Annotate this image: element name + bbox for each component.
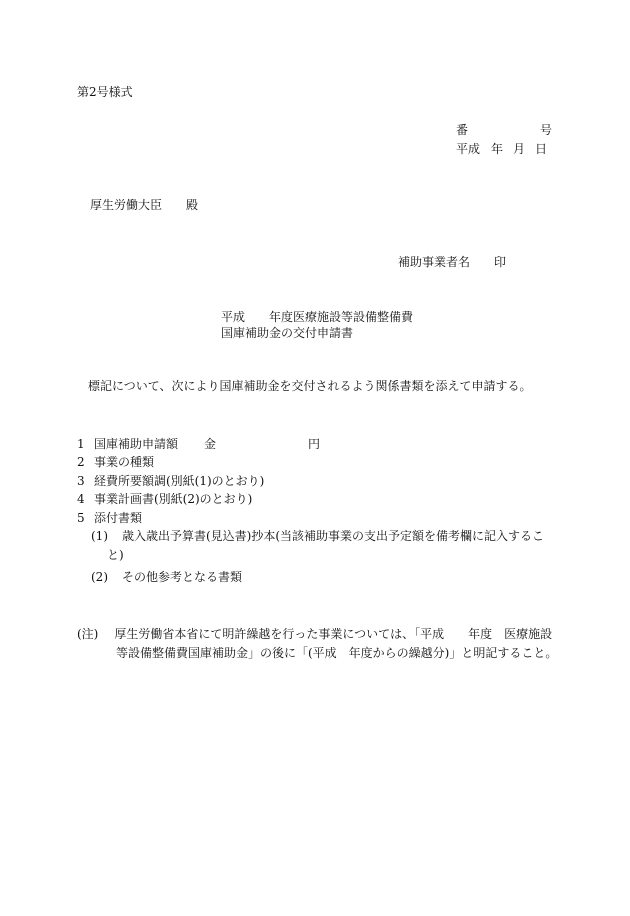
form-number: 第2号様式 xyxy=(77,85,133,99)
amount-yen: 円 xyxy=(308,437,321,451)
addressee-title: 厚生労働大臣 xyxy=(90,198,163,212)
number-label: 番 xyxy=(456,123,469,137)
item-label: 経費所要額調(別紙(1)のとおり) xyxy=(94,474,265,488)
attachment-item xyxy=(91,528,544,544)
list-item xyxy=(77,454,154,470)
date-day: 日 xyxy=(535,142,548,156)
note-prefix: (注) xyxy=(77,627,99,641)
document-title-line2: 国庫補助金の交付申請書 xyxy=(221,326,354,340)
item-label: 添付書類 xyxy=(94,511,143,525)
item-label: 事業の種類 xyxy=(94,455,155,469)
date-era: 平成 xyxy=(456,142,481,156)
list-item xyxy=(77,436,320,452)
number-suffix: 号 xyxy=(540,123,553,137)
list-item xyxy=(77,510,142,526)
list-item xyxy=(77,491,252,507)
addressee-honorific: 殿 xyxy=(186,198,199,212)
reference-number-line xyxy=(456,122,552,138)
date-month: 月 xyxy=(513,142,526,156)
title-era: 平成 xyxy=(221,310,246,324)
note-text-1: 厚生労働省本省にて明許繰越を行った事業については、「平成 年度 医療施設 xyxy=(114,627,553,641)
item-number: 5 xyxy=(77,511,85,525)
applicant-line xyxy=(398,254,506,270)
attachment-text: 歳入歳出予算書(見込書)抄本(当該補助事業の支出予定額を備考欄に記入するこ xyxy=(122,529,545,543)
date-line xyxy=(456,141,547,157)
body-text: 標記について、次により国庫補助金を交付されるよう関係書類を添えて申請する。 xyxy=(88,379,532,393)
item-number: 3 xyxy=(77,474,85,488)
attachment-number: (2) xyxy=(91,570,108,584)
attachment-item xyxy=(91,569,242,585)
note-line2: 等設備整備費国庫補助金」の後に「(平成 年度からの繰越分)」と明記すること。 xyxy=(116,646,558,660)
applicant-seal: 印 xyxy=(494,255,507,269)
item-label: 国庫補助申請額 xyxy=(94,437,179,451)
title-line1-rest: 年度医療施設等設備整備費 xyxy=(269,310,414,324)
note-line1 xyxy=(77,626,552,642)
attachment-number: (1) xyxy=(91,529,108,543)
amount-kin: 金 xyxy=(204,437,217,451)
item-number: 2 xyxy=(77,455,85,469)
applicant-label: 補助事業者名 xyxy=(398,255,471,269)
item-label: 事業計画書(別紙(2)のとおり) xyxy=(94,492,253,506)
date-year: 年 xyxy=(491,142,504,156)
attachment-continuation: と) xyxy=(107,548,124,562)
document-title-line1 xyxy=(221,309,413,325)
item-number: 1 xyxy=(77,437,85,451)
list-item xyxy=(77,473,264,489)
attachment-text: その他参考となる書類 xyxy=(122,570,243,584)
item-number: 4 xyxy=(77,492,85,506)
addressee xyxy=(90,197,198,213)
